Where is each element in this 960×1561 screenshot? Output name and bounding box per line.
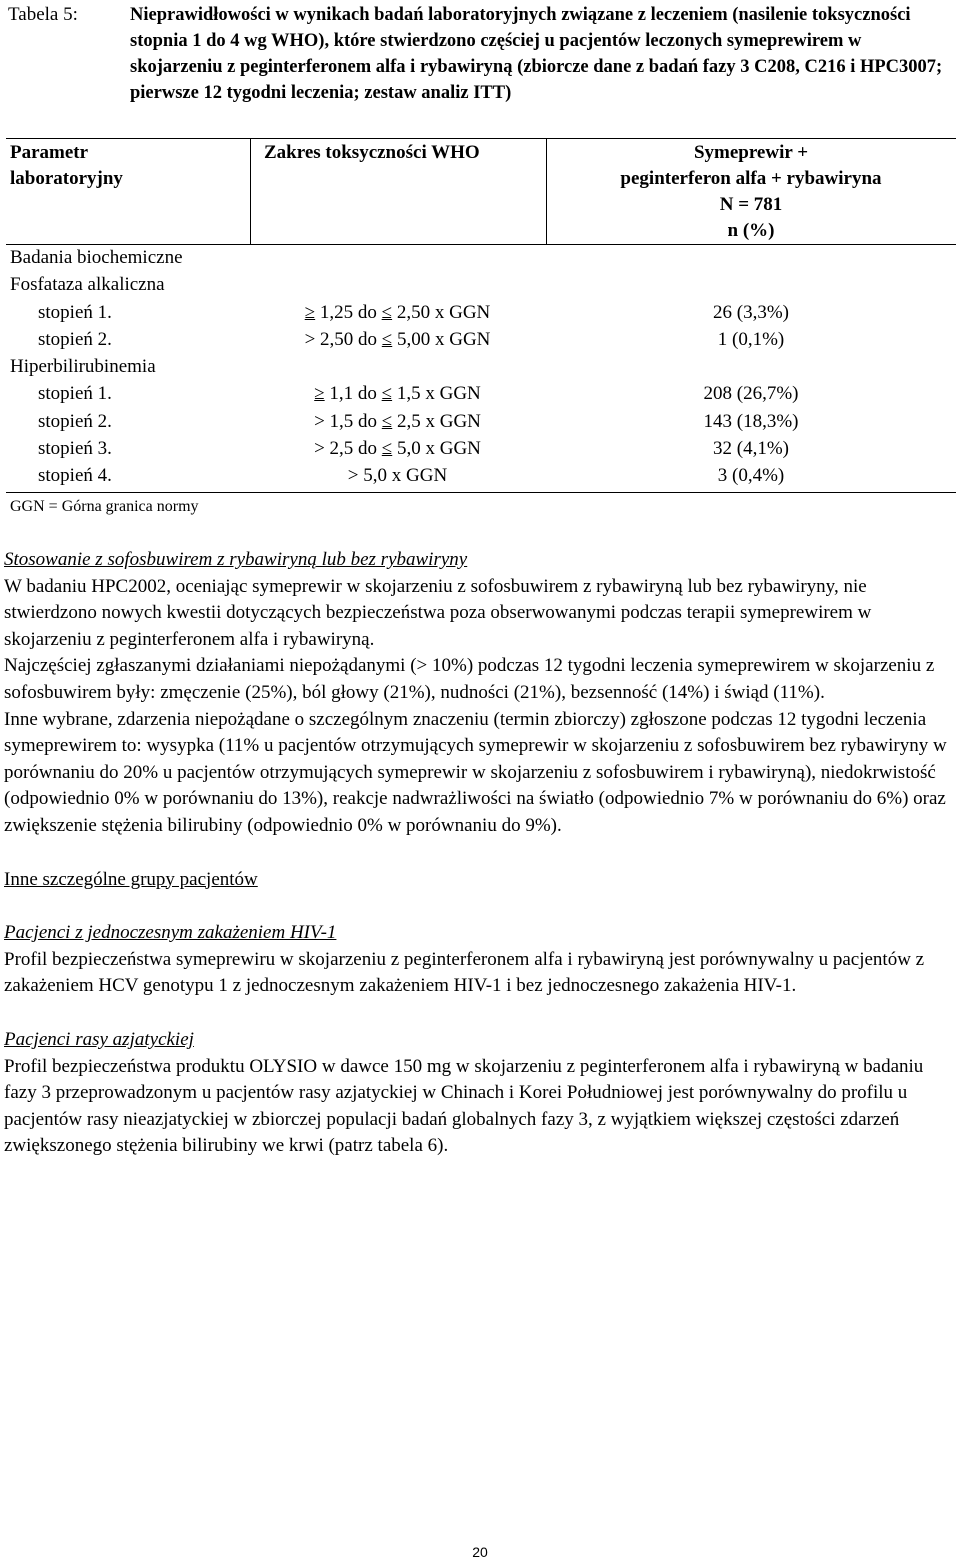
- row-param: Badania biochemiczne: [10, 247, 183, 268]
- gte-symbol: ≥: [304, 301, 316, 323]
- spacer: [4, 840, 952, 867]
- range-lead: > 2,50 do: [304, 328, 382, 350]
- section-title-sofosbuvir: Stosowanie z sofosbuwirem z rybawiryną lub bez rybawiryny: [4, 549, 468, 570]
- range-lead: > 1,5 do: [314, 410, 382, 432]
- table-bottom-border: [6, 492, 956, 493]
- gte-symbol: ≥: [314, 383, 325, 405]
- paragraph: W badaniu HPC2002, oceniając symeprewir w skojarzeniu z sofosbuwirem z rybawiryną lub bez rybawiryny, nie stwierdzono nowych kwestii dotyczących bezpieczeństwa poza obserwowanymi podczas terapii symeprewirem w skojarzeniu z peginterferonem alfa i rybawiryną.: [4, 575, 872, 650]
- header-parameter-line2: laboratoryjny: [10, 168, 123, 189]
- table-row: [6, 408, 956, 435]
- row-param: stopień 1.: [38, 301, 112, 323]
- row-param: stopień 2.: [38, 328, 112, 350]
- range-middle: 1,1 do: [324, 383, 382, 405]
- row-param: stopień 1.: [38, 383, 112, 405]
- section-title-hiv: Pacjenci z jednoczesnym zakażeniem HIV-1: [4, 922, 337, 944]
- row-value: 26 (3,3%): [713, 301, 789, 323]
- spacer: [4, 893, 952, 920]
- row-value: 3 (0,4%): [717, 465, 785, 487]
- range-tail: 5,0 x GGN: [392, 438, 481, 460]
- row-range: [250, 299, 545, 326]
- range-lead: > 5,0 x GGN: [347, 465, 448, 487]
- table-row: [6, 353, 956, 380]
- table-row: [6, 244, 956, 271]
- row-range: [250, 326, 545, 353]
- row-param: stopień 4.: [38, 465, 112, 487]
- section-title-asian: Pacjenci rasy azjatyckiej: [4, 1028, 194, 1050]
- table-row: [6, 299, 956, 326]
- header-treatment-line3: N = 781: [719, 194, 783, 215]
- row-value: 143 (18,3%): [703, 410, 799, 432]
- lte-symbol: ≤: [381, 410, 393, 432]
- row-param: stopień 3.: [38, 438, 112, 460]
- section-text: [4, 547, 952, 1160]
- row-range: [250, 435, 545, 462]
- row-value: 32 (4,1%): [713, 438, 789, 460]
- table-header: [6, 138, 956, 244]
- lte-symbol: ≤: [381, 438, 393, 460]
- range-lead: > 2,5 do: [314, 438, 382, 460]
- section-title-special-groups: Inne szczególne grupy pacjentów: [4, 868, 258, 890]
- table-row: [6, 380, 956, 407]
- paragraph: Profil bezpieczeństwa symeprewiru w skojarzeniu z peginterferonem alfa i rybawiryną jest porównywalny u pacjentów z zakażeniem HCV genotypu 1 z jednoczesnym zakażeniem HIV-1 i bez jednoczesnego zakażenia HIV-1.: [4, 948, 925, 997]
- table-body: [6, 244, 956, 490]
- paragraph: Najczęściej zgłaszanymi działaniami niepożądanymi (> 10%) podczas 12 tygodni leczenia symeprewirem w skojarzeniu z sofosbuwirem były: zmęczenie (25%), ból głowy (21%), nudności (21%), bezsenność (14%) i świąd (11%).: [4, 655, 935, 703]
- row-range: [250, 462, 545, 489]
- table-row: [6, 326, 956, 353]
- row-value: 208 (26,7%): [703, 383, 799, 405]
- table-row: [6, 435, 956, 462]
- header-who-range: Zakres toksyczności WHO: [264, 142, 480, 163]
- lte-symbol: ≤: [381, 383, 393, 405]
- range-middle: 1,25 do: [315, 301, 382, 323]
- row-param: Fosfataza alkaliczna: [10, 274, 165, 296]
- lte-symbol: ≤: [381, 328, 393, 350]
- header-parameter-line1: Parametr: [10, 142, 89, 163]
- row-param: Hiperbilirubinemia: [10, 356, 156, 378]
- table-caption-label: Tabela 5:: [8, 4, 78, 25]
- range-tail: 1,5 x GGN: [392, 383, 481, 405]
- range-tail: 2,50 x GGN: [392, 301, 491, 323]
- header-treatment-line1: Symeprewir +: [693, 142, 809, 163]
- table-footnote: GGN = Górna granica normy: [10, 498, 199, 515]
- header-treatment: [546, 140, 956, 244]
- header-treatment-line2: peginterferon alfa + rybawiryna: [620, 168, 882, 189]
- page-number: 20: [472, 1544, 488, 1560]
- paragraph: Inne wybrane, zdarzenia niepożądane o szczególnym znaczeniu (termin zbiorczy) zgłoszone podczas 12 tygodni leczenia symeprewirem to: wysypka (11% u pacjentów otrzymujących symeprewir w skojarzeniu z sofosbuwirem bez rybawiryny w porównaniu do 20% u pacjentów otrzymujących symeprewir w skojarzeniu z sofosbuwirem i rybawiryną), niedokrwistość (odpowiednio 0% w porównaniu do 13%), reakcje nadwrażliwości na światło (odpowiednio 7% w porównaniu do 6%) oraz zwiększenie stężenia bilirubiny (odpowiednio 0% w porównaniu do 9%).: [4, 708, 947, 836]
- header-treatment-line4: n (%): [727, 220, 775, 241]
- table-caption-text: Nieprawidłowości w wynikach badań laboratoryjnych związane z leczeniem (nasilenie toksyczności stopnia 1 do 4 wg WHO), które stwierdzono częściej u pacjentów leczonych symeprewirem w skojarzeniu z peginterferonem alfa i rybawiryną (zbiorcze dane z badań fazy 3 C208, C216 i HPC3007; pierwsze 12 tygodni leczenia; zestaw analiz ITT): [130, 5, 943, 103]
- paragraph: Profil bezpieczeństwa produktu OLYSIO w dawce 150 mg w skojarzeniu z peginterferonem alfa i rybawiryną w badaniu fazy 3 przeprowadzonym u pacjentów rasy azjatyckiej w Chinach i Korei Południowej jest porównywalny do profilu u pacjentów rasy nieazjatyckiej w zbiorczej populacji badań globalnych fazy 3, z wyjątkiem większej częstości zdarzeń zwiększonego stężenia bilirubiny we krwi (patrz tabela 6).: [4, 1055, 924, 1157]
- header-parameter: [10, 140, 246, 192]
- lte-symbol: ≤: [381, 301, 393, 323]
- row-param: stopień 2.: [38, 410, 112, 432]
- row-range: [250, 380, 545, 407]
- header-divider-1: [250, 138, 251, 244]
- row-value: 1 (0,1%): [717, 328, 785, 350]
- spacer: [4, 1000, 952, 1027]
- table-row: [6, 271, 956, 298]
- table-caption: [8, 2, 948, 106]
- table-row: [6, 462, 956, 489]
- row-range: [250, 408, 545, 435]
- range-tail: 5,00 x GGN: [392, 328, 491, 350]
- range-tail: 2,5 x GGN: [392, 410, 481, 432]
